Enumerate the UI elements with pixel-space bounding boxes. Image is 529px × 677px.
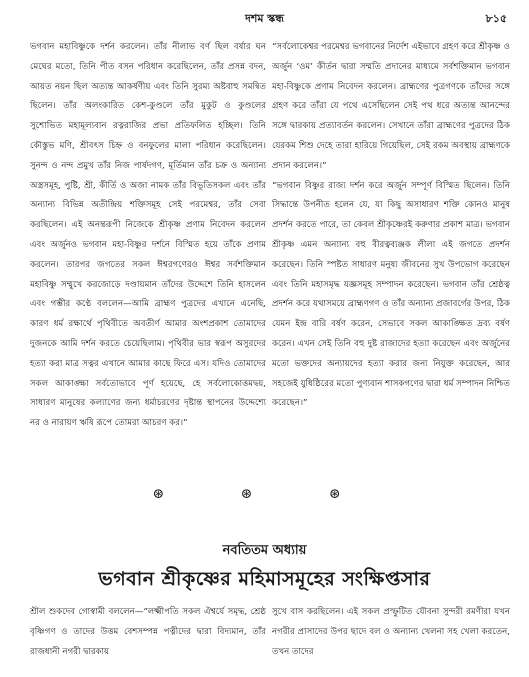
- chapter-number: নবতিতম অধ্যায়: [222, 543, 307, 558]
- bottom-right-column: সুখে বাস করছিলেন। এই সকল প্রস্ফুটিত যৌবনা সুন্দরী রমণীরা যখন নগরীর প্রাসাদের উপর ছাদে বল ও অন্যান্য খেলনা সহ খেলা করতেন, তখন তাদের: [272, 607, 510, 657]
- left-column-paragraph: ভগবান মহাবিষ্ণুকে দর্শন করলেন। তাঁর নীলাভ বর্ণ ছিল বর্ষার ঘন মেঘের মতো, তিনি পীত বসন পরিধান করেছিলেন, তাঁর প্রসন্ন বদন, আয়ত নয়ন ছিল অত্যন্ত আকর্ষণীয় এবং তিনি সুরম্য অষ্টবাহু সমন্বিত ছিলেন। তাঁর অলংকারিত কেশ-কুণ্ডলে তাঁর মুকুট ও কুণ্ডলের সুশোভিত মহামূল্যবান রত্নরাজির প্রভা প্রতিফলিত হচ্ছিল। তিনি কৌস্তুভ মণি, শ্রীবৎস চিহ্ন ও বনফুলের মালা পরিধান করেছিলেন। সুনন্দ ও নন্দ প্রমুখ তাঁর নিজ পার্ষদগণ, মূর্তিমান তাঁর চক্র ও অন্যান্য অস্ত্রসমূহ, পুষ্টি, শ্রী, কীর্তি ও অজা নামক তাঁর বিভূতিসকল এবং তাঁর অন্যান্য বিভিন্ন অতীন্দ্রিয় শক্তিসমূহ সেই পরমেশ্বর, তাঁর সেবা করছিলেন। এই অনন্তরূপী নিজেকে শ্রীকৃষ্ণ প্রণাম নিবেদন করলেন এবং অর্জুনও ভগবান মহা-বিষ্ণুর দর্শনে বিস্মিত হয়ে তাঁকে প্রণাম করলেন। তারপর জগতের সকল ঈশ্বরগণেরও ঈশ্বর সর্বশক্তিমান মহাবিষ্ণু সম্মুখে করজোড়ে দণ্ডায়মান তাঁদের উদ্দেশে তিনি হাসলেন এবং গম্ভীর কণ্ঠে বললেন—আমি ব্রাহ্মণ পুত্রদের এখানে এনেছি, কারণ ধর্ম রক্ষার্থে পৃথিবীতে অবতীর্ণ আমার অংশপ্রকাশ তোমাদের দুজনকে আমি দর্শন করতে চেয়েছিলাম। পৃথিবীর ভার স্বরূপ অসুরদের হত্যা করা মাত্র সত্বর এখানে আমার কাছে ফিরে এস। যদিও তোমাদের সকল আকাঙ্ক্ষা সর্বতোভাবে পূর্ণ হয়েছে, হে সর্বলোকোত্তমদ্বয়, সাধারণ মানুষের কল্যাণের জন্য ধর্মাচরণের দৃষ্টান্ত স্থাপনের উদ্দেশ্যে নর ও নারায়ণ ঋষি রূপে তোমরা আচরণ কর।”: [30, 42, 266, 429]
- right-column-paragraph-1: “সর্বলোকেশ্বর পরমেশ্বর ভগবানের নির্দেশ এইভাবে গ্রহণ করে শ্রীকৃষ্ণ ও অর্জুন ‘ওম’ কীর্তন দ্বারা সম্মতি প্রদানের মাধ্যমে সর্বশক্তিমান ভগবান মহা-বিষ্ণুকে প্রণাম নিবেদন করলেন। ব্রাহ্মণের পুত্রগণকে তাঁদের সঙ্গে গ্রহণ করে তাঁরা যে পথে এসেছিলেন সেই পথ ধরে অত্যন্ত আনন্দের সঙ্গে দ্বারকায় প্রত্যাবর্তন করলেন। সেখানে তাঁরা ব্রাহ্মণের পুত্রদের ঠিক যেরকম শিশু দেহে তারা হারিয়ে গিয়েছিল, সেই রকম অবস্থায় ব্রাহ্মণকে প্রদান করলেন।”: [272, 42, 510, 171]
- ornament-icon: ⊛: [240, 486, 289, 502]
- chapter-title: ভগবান শ্রীকৃষ্ণের মহিমাসমূহের সংক্ষিপ্তসার: [98, 568, 431, 590]
- section-ornaments: [0, 486, 529, 502]
- page-number: ৮১৫: [485, 12, 507, 25]
- running-title: দশম স্কন্ধ: [245, 12, 284, 25]
- page-header: [0, 10, 529, 32]
- ornament-icon: ⊛: [152, 486, 201, 502]
- ornament-icon: ⊛: [328, 486, 377, 502]
- right-column-paragraph-2: “ভগবান বিষ্ণুর রাজ্য দর্শন করে অর্জুন সম্পূর্ণ বিস্মিত ছিলেন। তিনি সিদ্ধান্তে উপনীত হলেন যে, যা কিছু অসাধারণ শক্তি কোনও মানুষ প্রদর্শন করতে পারে, তা কেবল শ্রীকৃষ্ণেরই করুণার প্রকাশ মাত্র। ভগবান শ্রীকৃষ্ণ এমন অন্যান্য বহু বীরত্বব্যঞ্জক লীলা এই জগতে প্রদর্শন করেছেন। তিনি স্পষ্টত সাধারণ মনুষ্য জীবনের সুখ উপভোগ করেছেন এবং তিনি মহাসমৃদ্ধ যজ্ঞসমূহ সম্পাদন করেছেন। ভগবান তাঁর শ্রেষ্ঠত্ব প্রদর্শন করে যথাসময়ে ব্রাহ্মণগণ ও তাঁর অন্যান্য প্রজাবর্গের উপর, ঠিক যেমন ইন্দ্র বারি বর্ষণ করেন, সেভাবে সকল আকাঙ্ক্ষিত দ্রব্য বর্ষণ করেন। এখন সেই তিনি বহু দুষ্ট রাজাদের হত্যা করেছেন এবং অর্জুনের মতো ভক্তদের অন্যায়দের হত্যা করার জন্য নিযুক্ত করেছেন, আর সহজেই যুধিষ্ঠিরের মতো পুণ্যবান শাসকগণের দ্বারা ধর্ম সম্পাদন নিশ্চিত করেছেন।”: [272, 180, 510, 409]
- right-column: [272, 38, 510, 414]
- left-column: [30, 38, 266, 434]
- bottom-left-column: শ্রীল শুকদেব গোস্বামী বললেন—“লক্ষ্মীপতি সকল ঐশ্বর্যে সমৃদ্ধ, শ্রেষ্ঠ বৃষ্ণিগণ ও তাদের উত্তম বেশসম্পন্ন পত্নীদের দ্বারা বিদ্যমান, তাঁর রাজধানী নগরী দ্বারকায়: [30, 607, 266, 657]
